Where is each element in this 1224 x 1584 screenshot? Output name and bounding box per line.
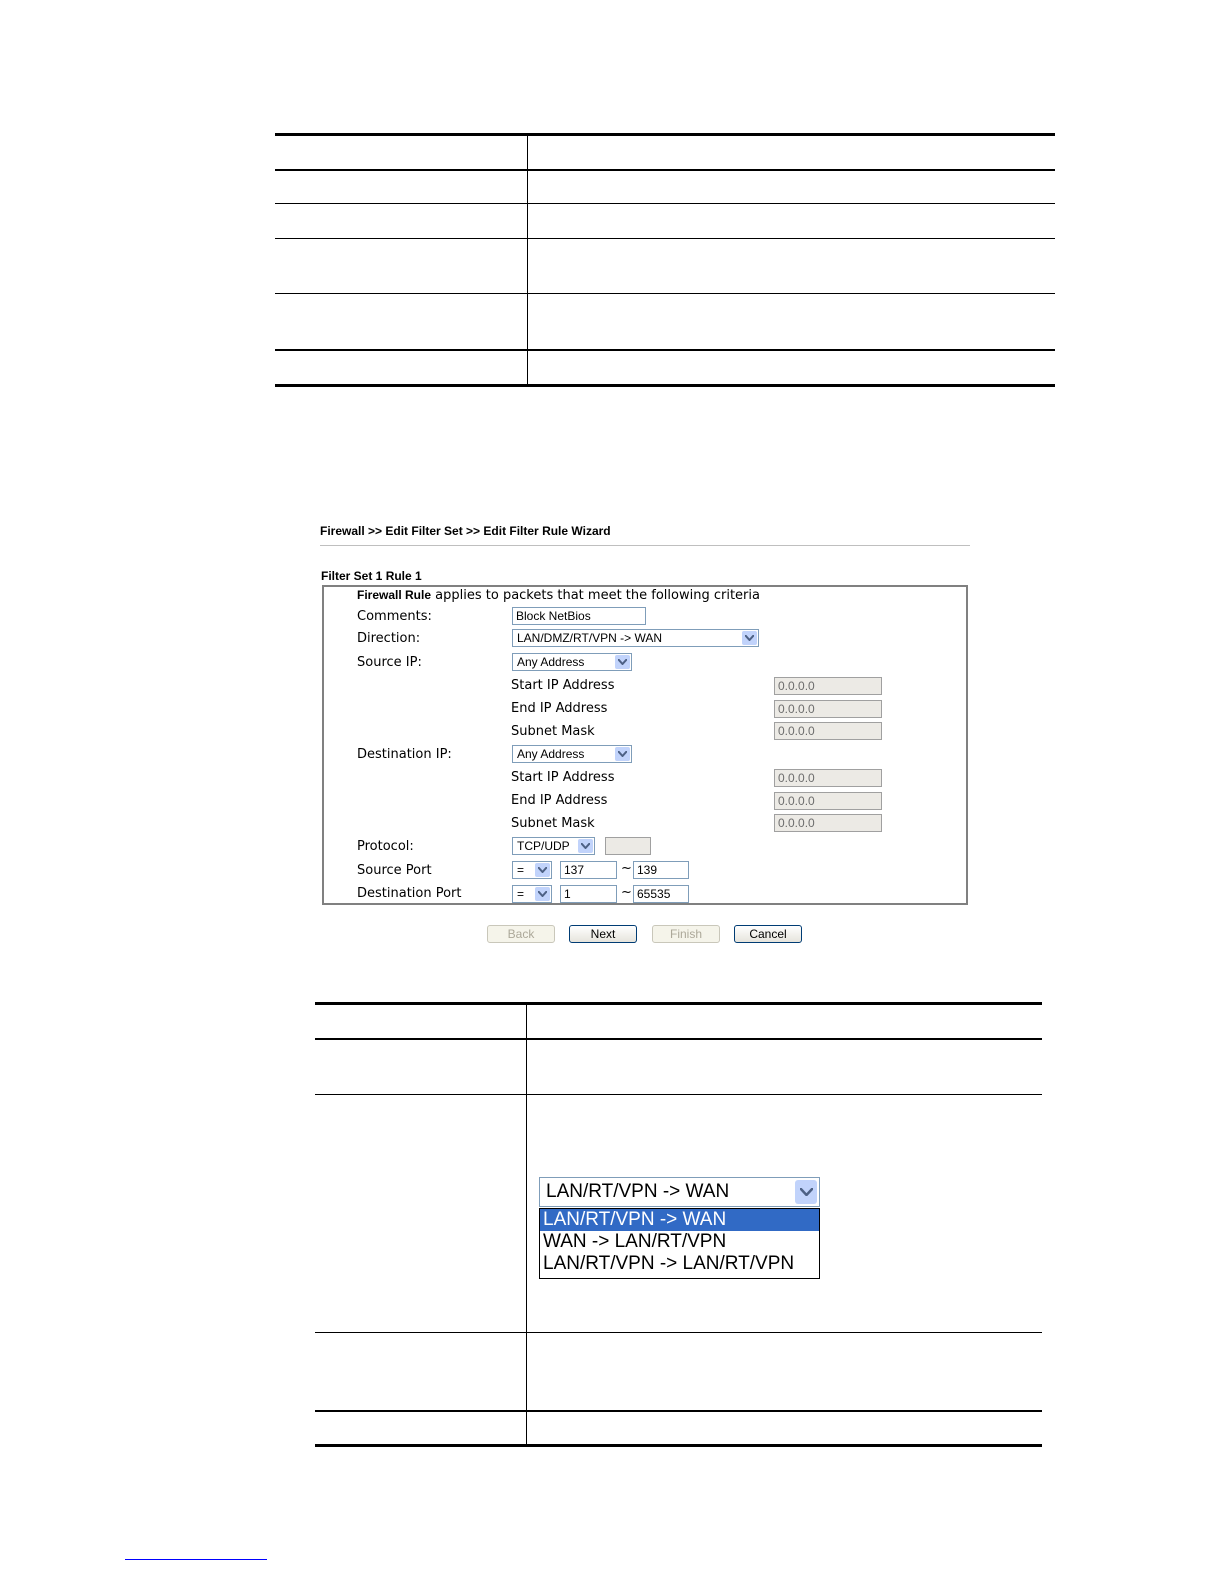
destination-port-operator-select[interactable] (512, 885, 552, 903)
chevron-down-icon[interactable] (535, 863, 550, 877)
direction-option-list (539, 1208, 820, 1279)
table-top-rule (315, 1002, 1042, 1005)
source-port-operator-select[interactable] (512, 861, 552, 879)
table-row-divider (315, 1332, 1042, 1333)
filter-set-title: Filter Set 1 Rule 1 (321, 569, 422, 583)
dst-subnet-mask-label: Subnet Mask (511, 816, 595, 831)
direction-dropdown[interactable] (539, 1177, 820, 1207)
source-port-operator: = (517, 863, 525, 877)
table-row-divider (315, 1410, 1042, 1412)
table-row-divider (275, 293, 1055, 294)
top-description-table (275, 133, 1055, 387)
table-row-divider (275, 349, 1055, 351)
table-row-divider (315, 1038, 1042, 1040)
next-button[interactable]: Next (569, 925, 637, 943)
table-row-divider (315, 1094, 1042, 1095)
footer-link-underline (125, 1559, 267, 1560)
chevron-down-icon[interactable] (615, 747, 630, 761)
protocol-select[interactable] (512, 837, 595, 855)
chevron-down-icon[interactable] (535, 887, 550, 901)
table-bottom-rule (275, 384, 1055, 387)
protocol-label: Protocol: (357, 839, 414, 854)
source-port-start-field[interactable]: 137 (560, 861, 617, 879)
chevron-down-icon[interactable] (578, 839, 593, 853)
intro-text: applies to packets that meet the following criteria (431, 588, 760, 603)
cancel-button[interactable]: Cancel (734, 925, 802, 943)
range-separator: ~ (621, 885, 632, 900)
src-start-ip-field[interactable]: 0.0.0.0 (774, 677, 882, 695)
destination-port-label: Destination Port (357, 886, 462, 901)
direction-option[interactable]: WAN -> LAN/RT/VPN (543, 1231, 727, 1252)
chevron-down-icon[interactable] (795, 1180, 817, 1204)
destination-ip-label: Destination IP: (357, 747, 452, 762)
comments-label: Comments: (357, 609, 432, 624)
dst-end-ip-field[interactable]: 0.0.0.0 (774, 792, 882, 810)
breadcrumb-divider (320, 545, 970, 546)
table-bottom-rule (315, 1444, 1042, 1447)
protocol-value: TCP/UDP (517, 839, 570, 853)
intro-bold-text: Firewall Rule (357, 588, 432, 602)
table-top-rule (275, 133, 1055, 136)
direction-dropdown-illustration (539, 1177, 820, 1280)
src-end-ip-field[interactable]: 0.0.0.0 (774, 700, 882, 718)
protocol-number-field[interactable] (605, 837, 651, 855)
chevron-down-icon[interactable] (742, 631, 757, 645)
source-ip-select[interactable] (512, 653, 632, 671)
src-start-ip-label: Start IP Address (511, 678, 615, 693)
dst-subnet-mask-field[interactable]: 0.0.0.0 (774, 814, 882, 832)
source-ip-value: Any Address (517, 655, 585, 669)
destination-ip-value: Any Address (517, 747, 585, 761)
destination-port-start-field[interactable]: 1 (560, 885, 617, 903)
direction-option[interactable]: LAN/RT/VPN -> WAN (540, 1209, 819, 1231)
comments-field[interactable]: Block NetBios (512, 607, 646, 625)
finish-button[interactable]: Finish (652, 925, 720, 943)
table-row-divider (275, 169, 1055, 171)
direction-option[interactable]: LAN/RT/VPN -> LAN/RT/VPN (543, 1253, 795, 1274)
src-subnet-mask-label: Subnet Mask (511, 724, 595, 739)
dst-start-ip-label: Start IP Address (511, 770, 615, 785)
destination-port-operator: = (517, 887, 525, 901)
direction-select[interactable] (512, 629, 759, 647)
source-port-end-field[interactable]: 139 (633, 861, 689, 879)
destination-ip-select[interactable] (512, 745, 632, 763)
firewall-rule-wizard (320, 520, 972, 950)
criteria-intro (357, 588, 760, 603)
back-button[interactable]: Back (487, 925, 555, 943)
destination-port-end-field[interactable]: 65535 (633, 885, 689, 903)
chevron-down-icon[interactable] (615, 655, 630, 669)
table-column-divider (527, 136, 528, 384)
direction-label: Direction: (357, 631, 421, 646)
src-end-ip-label: End IP Address (511, 701, 608, 716)
range-separator: ~ (621, 861, 632, 876)
dst-end-ip-label: End IP Address (511, 793, 608, 808)
source-port-label: Source Port (357, 863, 432, 878)
table-row-divider (275, 203, 1055, 204)
src-subnet-mask-field[interactable]: 0.0.0.0 (774, 722, 882, 740)
source-ip-label: Source IP: (357, 655, 422, 670)
direction-value: LAN/DMZ/RT/VPN -> WAN (517, 631, 663, 645)
table-column-divider (526, 1005, 527, 1444)
breadcrumb: Firewall >> Edit Filter Set >> Edit Filter Rule Wizard (320, 524, 611, 538)
table-row-divider (275, 238, 1055, 239)
direction-dropdown-value: LAN/RT/VPN -> WAN (546, 1181, 730, 1202)
dst-start-ip-field[interactable]: 0.0.0.0 (774, 769, 882, 787)
